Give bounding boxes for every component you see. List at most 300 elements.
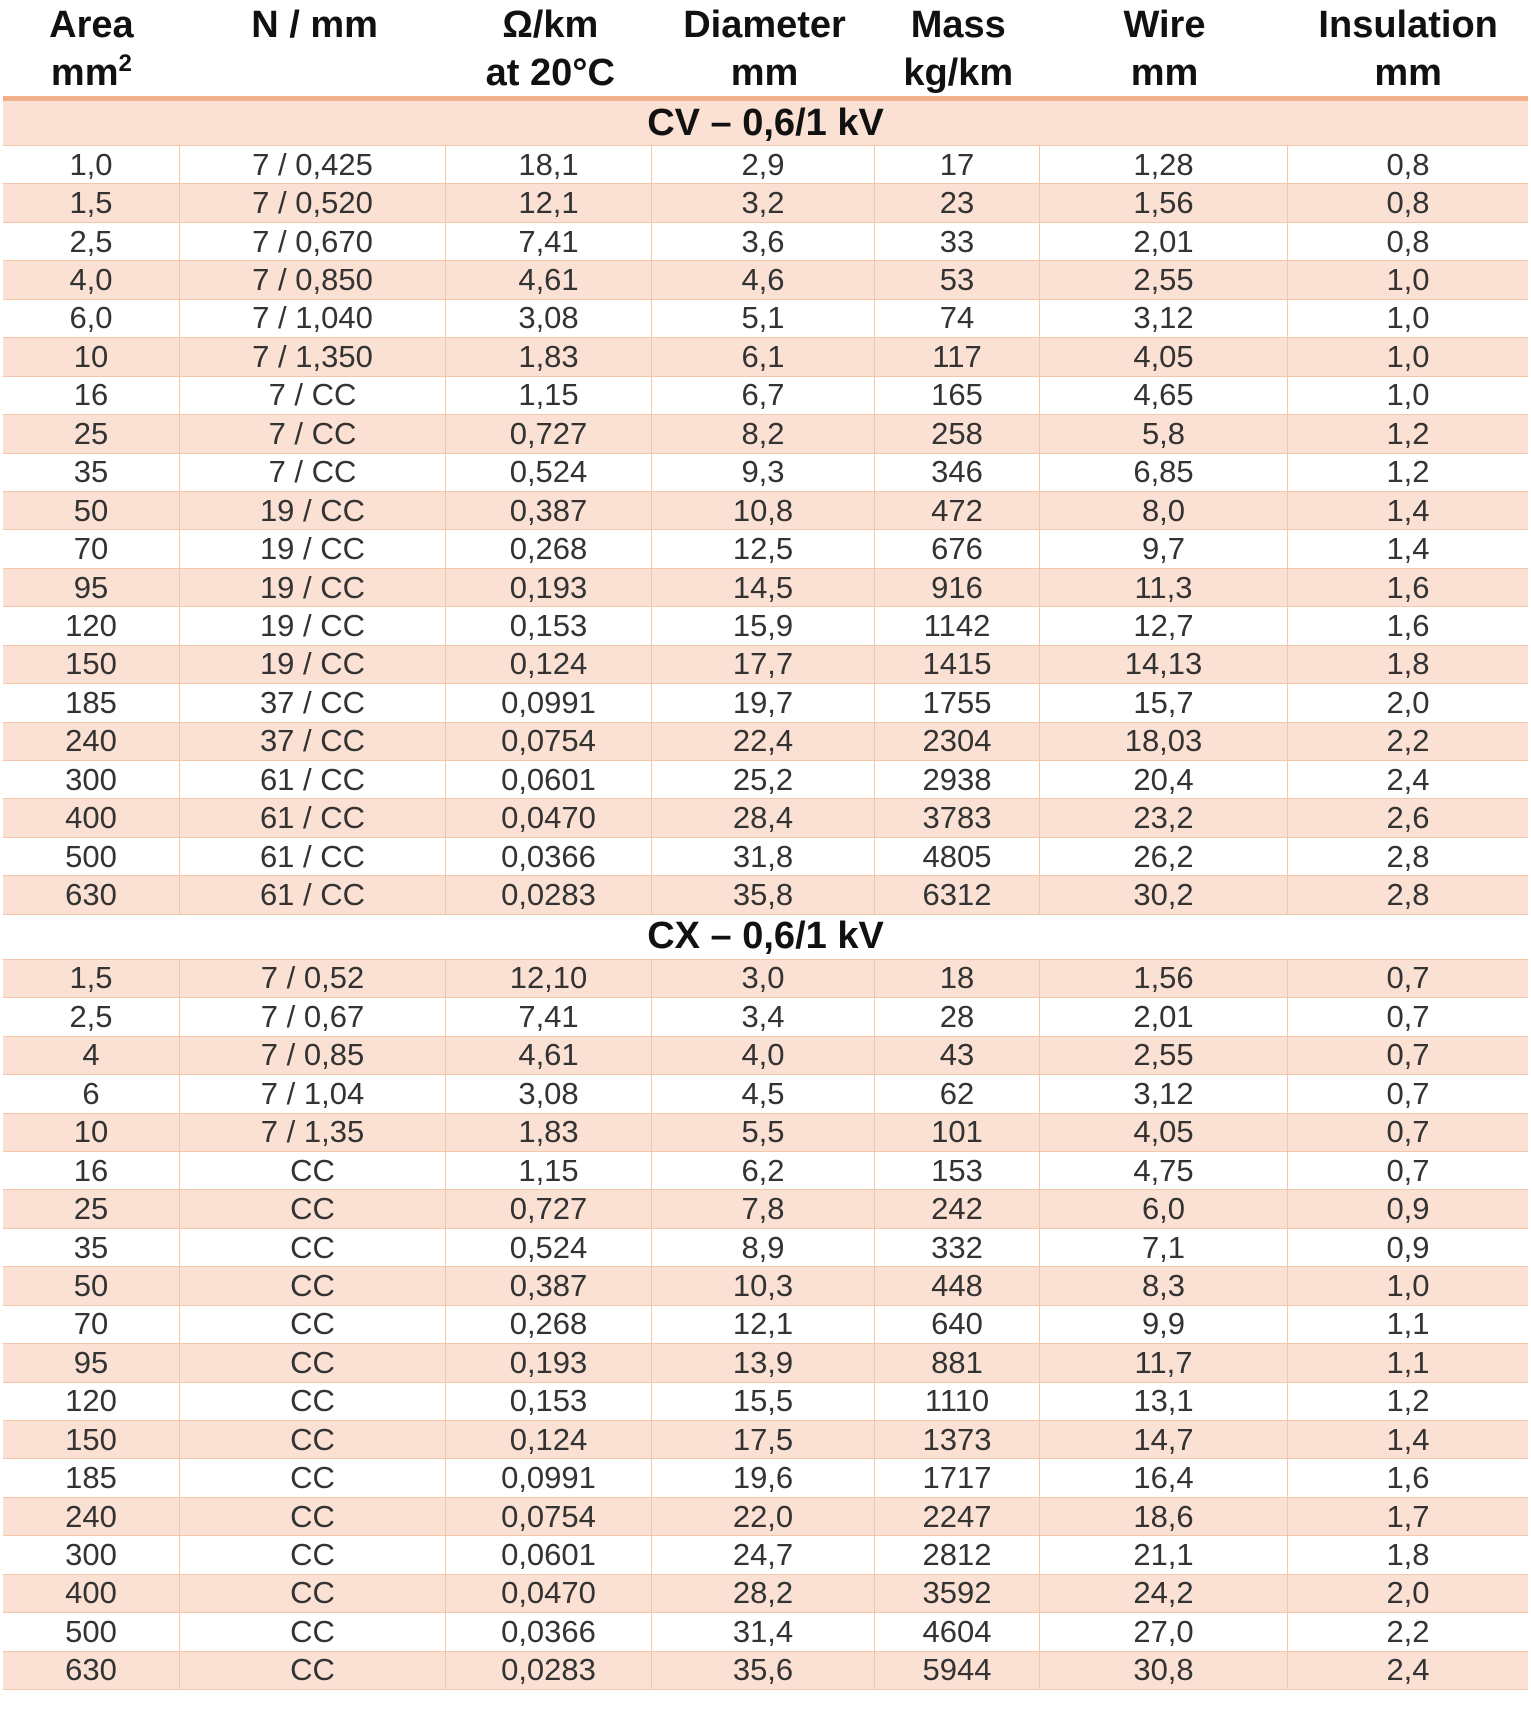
cell-area: 6 <box>3 1075 180 1112</box>
table-row <box>3 1498 1528 1536</box>
cell-wire: 9,9 <box>1040 1306 1288 1343</box>
cell-strands: 37 / CC <box>180 723 446 760</box>
cell-diameter: 7,8 <box>652 1190 875 1227</box>
cell-mass: 165 <box>875 377 1040 414</box>
section-title: CX – 0,6/1 kV <box>3 915 1528 960</box>
cell-mass: 17 <box>875 146 1040 183</box>
table-row <box>3 1536 1528 1574</box>
cell-mass: 74 <box>875 300 1040 337</box>
cell-area: 240 <box>3 723 180 760</box>
cell-mass: 101 <box>875 1114 1040 1151</box>
header-strands-line1: N / mm <box>251 4 378 46</box>
cell-diameter: 24,7 <box>652 1536 875 1573</box>
cell-strands: 7 / 0,670 <box>180 223 446 260</box>
cell-area: 2,5 <box>3 998 180 1035</box>
cell-area: 1,0 <box>3 146 180 183</box>
cell-area: 50 <box>3 492 180 529</box>
cell-insulation: 1,4 <box>1386 531 1430 567</box>
cell-diameter: 15,5 <box>652 1383 875 1420</box>
cell-strands: 7 / 0,85 <box>180 1037 446 1074</box>
cell-mass: 4805 <box>875 838 1040 875</box>
cell-wire: 11,3 <box>1040 569 1288 606</box>
cell-strands: 7 / 1,350 <box>180 338 446 375</box>
cell-strands: 7 / 0,52 <box>180 960 446 997</box>
table-row <box>3 960 1528 998</box>
cell-insulation: 1,8 <box>1386 646 1430 682</box>
cell-area: 25 <box>3 415 180 452</box>
cell-strands: 7 / 1,35 <box>180 1114 446 1151</box>
cell-insulation: 2,8 <box>1386 877 1430 913</box>
cell-mass: 117 <box>875 338 1040 375</box>
table-row <box>3 1344 1528 1382</box>
cell-strands: CC <box>180 1306 446 1343</box>
header-diameter <box>653 0 876 96</box>
cell-diameter: 4,6 <box>652 261 875 298</box>
cell-resistance: 0,524 <box>446 454 652 491</box>
cell-area: 6,0 <box>3 300 180 337</box>
cell-resistance: 0,124 <box>446 646 652 683</box>
cell-mass: 1755 <box>875 684 1040 721</box>
cell-insulation: 2,2 <box>1386 723 1430 759</box>
cell-strands: CC <box>180 1267 446 1304</box>
cell-wire: 16,4 <box>1040 1459 1288 1496</box>
cell-mass: 1717 <box>875 1459 1040 1496</box>
cell-diameter: 25,2 <box>652 761 875 798</box>
header-area-line1: Area <box>49 4 134 46</box>
cell-strands: 61 / CC <box>180 761 446 798</box>
table-row <box>3 1613 1528 1651</box>
cell-diameter: 8,9 <box>652 1229 875 1266</box>
cell-diameter: 22,4 <box>652 723 875 760</box>
cell-resistance: 0,727 <box>446 415 652 452</box>
cell-area: 2,5 <box>3 223 180 260</box>
cell-mass: 62 <box>875 1075 1040 1112</box>
cell-insulation: 1,6 <box>1386 607 1430 643</box>
cell-wire: 2,55 <box>1040 261 1288 298</box>
cell-resistance: 12,10 <box>446 960 652 997</box>
table-row <box>3 1306 1528 1344</box>
cell-insulation: 1,0 <box>1386 338 1430 374</box>
cell-insulation: 2,0 <box>1386 684 1430 720</box>
table-row <box>3 1575 1528 1613</box>
cell-resistance: 1,83 <box>446 1114 652 1151</box>
table-row <box>3 223 1528 261</box>
header-strands <box>182 0 448 96</box>
cell-insulation: 2,0 <box>1386 1575 1430 1611</box>
cell-wire: 6,0 <box>1040 1190 1288 1227</box>
cell-diameter: 6,1 <box>652 338 875 375</box>
cell-mass: 43 <box>875 1037 1040 1074</box>
cell-strands: CC <box>180 1421 446 1458</box>
cell-area: 95 <box>3 569 180 606</box>
cell-area: 630 <box>3 876 180 913</box>
cell-strands: 7 / 0,520 <box>180 184 446 221</box>
cell-diameter: 3,4 <box>652 998 875 1035</box>
cell-diameter: 31,8 <box>652 838 875 875</box>
cell-mass: 916 <box>875 569 1040 606</box>
table-row <box>3 723 1528 761</box>
cell-wire: 3,12 <box>1040 300 1288 337</box>
table-row <box>3 1075 1528 1113</box>
cell-strands: 19 / CC <box>180 646 446 683</box>
cell-wire: 12,7 <box>1040 607 1288 644</box>
header-wire-line2: mm <box>1130 52 1199 94</box>
cell-resistance: 0,0754 <box>446 723 652 760</box>
cell-mass: 3783 <box>875 799 1040 836</box>
cell-area: 35 <box>3 454 180 491</box>
cell-wire: 7,1 <box>1040 1229 1288 1266</box>
header-insulation-line1: Insulation <box>1318 4 1498 46</box>
cell-mass: 18 <box>875 960 1040 997</box>
header-wire-line1: Wire <box>1123 4 1206 46</box>
cell-insulation: 1,0 <box>1386 1267 1430 1303</box>
cell-resistance: 0,0470 <box>446 799 652 836</box>
cell-area: 70 <box>3 530 180 567</box>
cell-area: 16 <box>3 377 180 414</box>
cell-area: 25 <box>3 1190 180 1227</box>
table-row <box>3 607 1528 645</box>
table-row <box>3 300 1528 338</box>
cell-insulation: 0,7 <box>1386 1114 1430 1150</box>
cable-data-table <box>3 0 1528 1690</box>
cell-insulation: 1,1 <box>1386 1344 1430 1380</box>
cell-insulation: 2,2 <box>1386 1613 1430 1649</box>
cell-wire: 8,3 <box>1040 1267 1288 1304</box>
cell-diameter: 12,1 <box>652 1306 875 1343</box>
cell-area: 185 <box>3 684 180 721</box>
cell-wire: 18,03 <box>1040 723 1288 760</box>
cell-strands: CC <box>180 1229 446 1266</box>
cell-strands: 19 / CC <box>180 607 446 644</box>
cell-area: 500 <box>3 838 180 875</box>
cell-mass: 332 <box>875 1229 1040 1266</box>
cell-strands: CC <box>180 1344 446 1381</box>
cell-diameter: 9,3 <box>652 454 875 491</box>
cell-strands: 61 / CC <box>180 838 446 875</box>
cell-insulation: 1,0 <box>1386 300 1430 336</box>
cell-insulation: 1,6 <box>1386 1460 1430 1496</box>
cell-strands: 7 / CC <box>180 454 446 491</box>
cell-area: 120 <box>3 607 180 644</box>
cell-mass: 4604 <box>875 1613 1040 1650</box>
cell-area: 185 <box>3 1459 180 1496</box>
cell-mass: 258 <box>875 415 1040 452</box>
cell-wire: 3,12 <box>1040 1075 1288 1112</box>
cell-mass: 2812 <box>875 1536 1040 1573</box>
cell-strands: 7 / 0,67 <box>180 998 446 1035</box>
cell-resistance: 0,153 <box>446 607 652 644</box>
cell-area: 70 <box>3 1306 180 1343</box>
cell-diameter: 10,8 <box>652 492 875 529</box>
cell-insulation: 1,7 <box>1386 1498 1430 1534</box>
header-insulation-line2: mm <box>1374 52 1442 94</box>
cell-area: 4 <box>3 1037 180 1074</box>
cell-wire: 9,7 <box>1040 530 1288 567</box>
cell-insulation: 0,7 <box>1386 998 1430 1034</box>
cell-resistance: 0,727 <box>446 1190 652 1227</box>
cell-insulation: 0,9 <box>1386 1229 1430 1265</box>
cell-strands: CC <box>180 1190 446 1227</box>
cell-resistance: 7,41 <box>446 223 652 260</box>
cell-resistance: 0,387 <box>446 1267 652 1304</box>
cell-resistance: 4,61 <box>446 261 652 298</box>
cell-wire: 1,56 <box>1040 184 1288 221</box>
cell-diameter: 5,5 <box>652 1114 875 1151</box>
table-header <box>3 0 1528 101</box>
cell-wire: 1,56 <box>1040 960 1288 997</box>
table-row <box>3 1652 1528 1690</box>
cell-area: 400 <box>3 1575 180 1612</box>
cell-diameter: 3,2 <box>652 184 875 221</box>
cell-strands: 61 / CC <box>180 799 446 836</box>
cell-strands: CC <box>180 1152 446 1189</box>
cell-strands: 7 / CC <box>180 415 446 452</box>
cell-resistance: 0,193 <box>446 1344 652 1381</box>
cell-area: 150 <box>3 646 180 683</box>
cell-resistance: 0,0754 <box>446 1498 652 1535</box>
cell-diameter: 4,0 <box>652 1037 875 1074</box>
cell-wire: 2,01 <box>1040 998 1288 1035</box>
cell-wire: 20,4 <box>1040 761 1288 798</box>
table-row <box>3 1421 1528 1459</box>
cell-mass: 346 <box>875 454 1040 491</box>
header-area <box>3 0 182 96</box>
table-row <box>3 799 1528 837</box>
header-resistance-line1: Ω/km <box>502 4 599 46</box>
cell-resistance: 0,0366 <box>446 1613 652 1650</box>
cell-mass: 1142 <box>875 607 1040 644</box>
cell-mass: 1373 <box>875 1421 1040 1458</box>
cell-insulation: 0,7 <box>1386 1075 1430 1111</box>
cell-resistance: 0,524 <box>446 1229 652 1266</box>
cell-strands: 19 / CC <box>180 530 446 567</box>
table-row <box>3 454 1528 492</box>
cell-insulation: 0,9 <box>1386 1191 1430 1227</box>
cell-strands: 7 / 1,040 <box>180 300 446 337</box>
header-diameter-line2: mm <box>730 52 799 94</box>
cell-mass: 28 <box>875 998 1040 1035</box>
header-diameter-line1: Diameter <box>683 4 846 46</box>
cell-diameter: 19,6 <box>652 1459 875 1496</box>
cell-wire: 2,55 <box>1040 1037 1288 1074</box>
cell-diameter: 6,2 <box>652 1152 875 1189</box>
table-row <box>3 1037 1528 1075</box>
cell-diameter: 3,0 <box>652 960 875 997</box>
table-row <box>3 492 1528 530</box>
cell-wire: 23,2 <box>1040 799 1288 836</box>
cell-insulation: 1,2 <box>1386 1383 1430 1419</box>
header-resistance <box>447 0 653 96</box>
cell-diameter: 28,2 <box>652 1575 875 1612</box>
cell-resistance: 0,0366 <box>446 838 652 875</box>
cell-resistance: 0,268 <box>446 530 652 567</box>
cell-insulation: 0,7 <box>1386 1037 1430 1073</box>
table-row <box>3 530 1528 568</box>
cell-strands: 19 / CC <box>180 569 446 606</box>
cell-strands: CC <box>180 1613 446 1650</box>
cell-area: 1,5 <box>3 960 180 997</box>
cell-mass: 2304 <box>875 723 1040 760</box>
cell-wire: 13,1 <box>1040 1383 1288 1420</box>
cell-wire: 4,75 <box>1040 1152 1288 1189</box>
cell-area: 35 <box>3 1229 180 1266</box>
cell-resistance: 18,1 <box>446 146 652 183</box>
cell-insulation: 1,6 <box>1386 569 1430 605</box>
cell-strands: 7 / 1,04 <box>180 1075 446 1112</box>
cell-diameter: 14,5 <box>652 569 875 606</box>
cell-resistance: 0,0283 <box>446 876 652 913</box>
cell-insulation: 1,0 <box>1386 377 1430 413</box>
cell-diameter: 35,6 <box>652 1652 875 1689</box>
cell-mass: 5944 <box>875 1652 1040 1689</box>
table-body <box>3 101 1528 1690</box>
cell-resistance: 0,0991 <box>446 1459 652 1496</box>
cell-strands: 61 / CC <box>180 876 446 913</box>
cell-wire: 27,0 <box>1040 1613 1288 1650</box>
cell-insulation: 0,7 <box>1386 1152 1430 1188</box>
cell-strands: CC <box>180 1383 446 1420</box>
cell-insulation: 0,8 <box>1386 146 1430 182</box>
cell-area: 10 <box>3 338 180 375</box>
table-row <box>3 646 1528 684</box>
cell-wire: 1,28 <box>1040 146 1288 183</box>
cell-wire: 8,0 <box>1040 492 1288 529</box>
header-wire <box>1041 0 1289 96</box>
cell-resistance: 1,15 <box>446 1152 652 1189</box>
header-mass <box>876 0 1041 96</box>
cell-insulation: 1,2 <box>1386 415 1430 451</box>
cell-diameter: 2,9 <box>652 146 875 183</box>
table-row <box>3 761 1528 799</box>
cell-resistance: 0,387 <box>446 492 652 529</box>
table-row <box>3 1190 1528 1228</box>
table-row <box>3 838 1528 876</box>
cell-mass: 33 <box>875 223 1040 260</box>
table-row <box>3 1229 1528 1267</box>
cell-diameter: 17,5 <box>652 1421 875 1458</box>
cell-resistance: 12,1 <box>446 184 652 221</box>
cell-resistance: 0,0991 <box>446 684 652 721</box>
header-insulation <box>1288 0 1528 96</box>
header-area-superscript: 2 <box>118 50 132 77</box>
cell-mass: 640 <box>875 1306 1040 1343</box>
cell-resistance: 3,08 <box>446 300 652 337</box>
cell-diameter: 28,4 <box>652 799 875 836</box>
cell-insulation: 1,8 <box>1386 1537 1430 1573</box>
cell-wire: 6,85 <box>1040 454 1288 491</box>
cell-diameter: 35,8 <box>652 876 875 913</box>
table-row <box>3 377 1528 415</box>
cell-area: 300 <box>3 761 180 798</box>
cell-mass: 1110 <box>875 1383 1040 1420</box>
cell-resistance: 0,0470 <box>446 1575 652 1612</box>
cell-wire: 14,13 <box>1040 646 1288 683</box>
cell-area: 240 <box>3 1498 180 1535</box>
cell-wire: 24,2 <box>1040 1575 1288 1612</box>
table-row <box>3 876 1528 914</box>
cell-diameter: 4,5 <box>652 1075 875 1112</box>
header-mass-line1: Mass <box>910 4 1006 46</box>
cell-mass: 676 <box>875 530 1040 567</box>
cell-mass: 153 <box>875 1152 1040 1189</box>
cell-insulation: 1,4 <box>1386 1421 1430 1457</box>
cell-insulation: 2,8 <box>1386 838 1430 874</box>
cell-diameter: 10,3 <box>652 1267 875 1304</box>
cell-insulation: 1,1 <box>1386 1306 1430 1342</box>
cell-insulation: 1,0 <box>1386 262 1430 298</box>
table-row <box>3 1114 1528 1152</box>
cell-wire: 30,8 <box>1040 1652 1288 1689</box>
table-row <box>3 569 1528 607</box>
cell-wire: 15,7 <box>1040 684 1288 721</box>
cell-mass: 6312 <box>875 876 1040 913</box>
header-mass-line2: kg/km <box>903 52 1014 94</box>
cell-area: 4,0 <box>3 261 180 298</box>
cell-diameter: 15,9 <box>652 607 875 644</box>
table-row <box>3 684 1528 722</box>
cell-diameter: 31,4 <box>652 1613 875 1650</box>
table-row <box>3 998 1528 1036</box>
cell-strands: CC <box>180 1652 446 1689</box>
cell-diameter: 5,1 <box>652 300 875 337</box>
cell-wire: 26,2 <box>1040 838 1288 875</box>
cell-wire: 5,8 <box>1040 415 1288 452</box>
cell-strands: CC <box>180 1575 446 1612</box>
cell-mass: 3592 <box>875 1575 1040 1612</box>
cell-resistance: 0,193 <box>446 569 652 606</box>
cell-diameter: 6,7 <box>652 377 875 414</box>
cell-resistance: 0,0283 <box>446 1652 652 1689</box>
cell-resistance: 4,61 <box>446 1037 652 1074</box>
table-row <box>3 338 1528 376</box>
cell-resistance: 1,83 <box>446 338 652 375</box>
cell-wire: 4,65 <box>1040 377 1288 414</box>
cell-mass: 23 <box>875 184 1040 221</box>
cell-diameter: 12,5 <box>652 530 875 567</box>
cell-resistance: 1,15 <box>446 377 652 414</box>
table-row <box>3 184 1528 222</box>
cell-wire: 30,2 <box>1040 876 1288 913</box>
cell-resistance: 0,0601 <box>446 761 652 798</box>
cell-strands: 7 / CC <box>180 377 446 414</box>
section-title: CV – 0,6/1 kV <box>3 101 1528 146</box>
cell-strands: 7 / 0,850 <box>180 261 446 298</box>
cell-strands: 19 / CC <box>180 492 446 529</box>
cell-strands: CC <box>180 1459 446 1496</box>
cell-strands: 37 / CC <box>180 684 446 721</box>
table-row <box>3 1459 1528 1497</box>
cell-insulation: 0,7 <box>1386 960 1430 996</box>
header-resistance-line2: at 20°C <box>485 52 615 94</box>
cell-wire: 2,01 <box>1040 223 1288 260</box>
table-row <box>3 261 1528 299</box>
cell-mass: 1415 <box>875 646 1040 683</box>
table-row <box>3 1267 1528 1305</box>
cell-wire: 4,05 <box>1040 338 1288 375</box>
cell-insulation: 2,4 <box>1386 1652 1430 1688</box>
cell-diameter: 3,6 <box>652 223 875 260</box>
cell-mass: 2938 <box>875 761 1040 798</box>
table-row <box>3 146 1528 184</box>
cell-area: 150 <box>3 1421 180 1458</box>
cell-strands: CC <box>180 1498 446 1535</box>
cell-area: 10 <box>3 1114 180 1151</box>
cell-resistance: 0,124 <box>446 1421 652 1458</box>
cell-resistance: 0,0601 <box>446 1536 652 1573</box>
cell-area: 500 <box>3 1613 180 1650</box>
cell-area: 300 <box>3 1536 180 1573</box>
cell-mass: 448 <box>875 1267 1040 1304</box>
